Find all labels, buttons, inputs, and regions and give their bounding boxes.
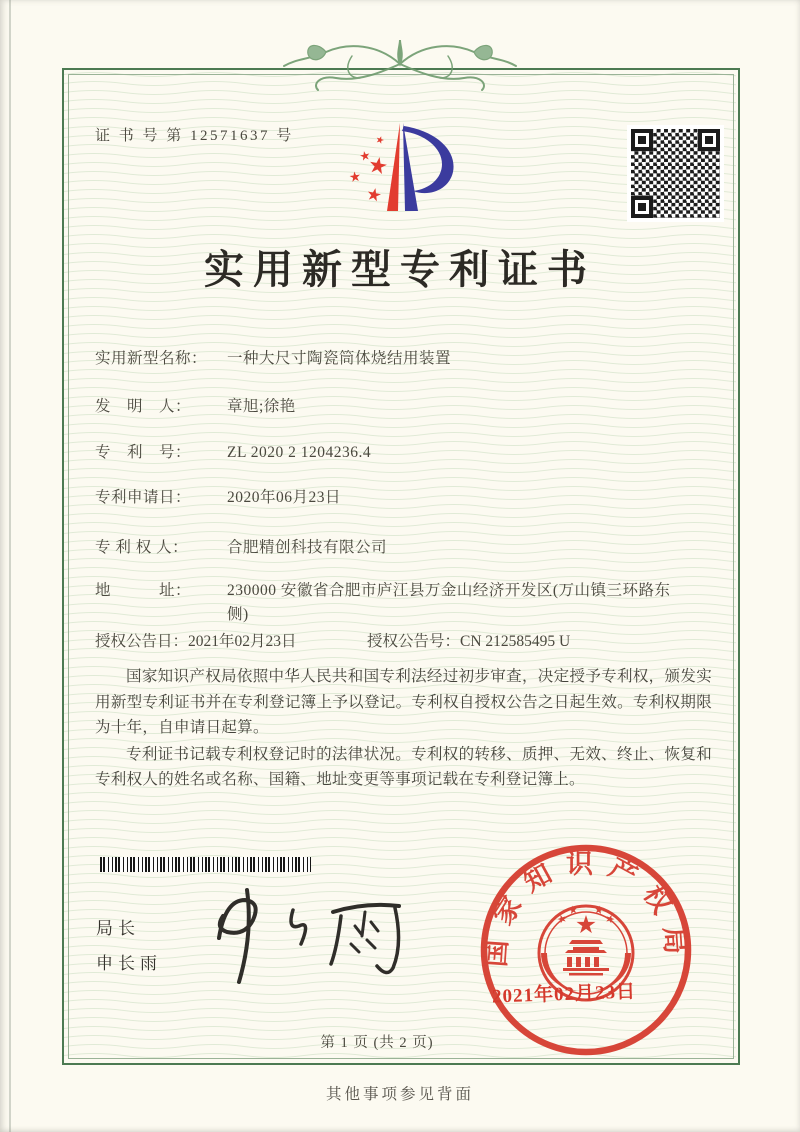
- field-value: ZL 2020 2 1204236.4: [227, 444, 372, 461]
- legal-paragraph-2: 专利证书记载专利权登记时的法律状况。专利权的转移、质押、无效、终止、恢复和专利权人的姓名或名称、国籍、地址变更等事项记载在专利登记簿上。: [95, 745, 712, 788]
- field-row-filing-date: [95, 486, 710, 510]
- certificate-title: 实用新型专利证书: [204, 247, 596, 292]
- page-number: 第 1 页 (共 2 页): [320, 1035, 434, 1051]
- field-label: 实用新型名称：: [95, 350, 208, 367]
- seal-org-text: 国家知识产权局: [480, 849, 692, 968]
- qr-finder-top-right: [698, 129, 720, 151]
- field-row-utility-model-name: [95, 347, 710, 371]
- field-value: 章旭;徐艳: [227, 398, 296, 415]
- field-label: 专 利 权 人：: [95, 539, 189, 556]
- director-name-label: 申长雨: [96, 954, 162, 973]
- director-title-label: 局长: [96, 919, 140, 938]
- director-signature: [205, 876, 420, 991]
- page-edge-line: [9, 0, 11, 1132]
- back-side-note: 其他事项参见背面: [325, 1086, 474, 1103]
- grant-date-value: 2021年02月23日: [188, 633, 297, 650]
- field-value: 230000 安徽省合肥市庐江县万金山经济开发区(万山镇三环路东侧): [227, 582, 671, 624]
- field-row-grant: [95, 629, 710, 651]
- qr-code: [627, 125, 724, 222]
- qr-code-modules: [631, 129, 720, 218]
- barcode: [100, 857, 311, 872]
- legal-paragraph-1: 国家知识产权局依照中华人民共和国专利法经过初步审查，决定授予专利权，颁发实用新型专利证书并在专利登记簿上予以登记。专利权自授权公告之日起生效。专利权期限为十年，自申请日起算。: [95, 668, 712, 736]
- seal-date: 2021年02月23日: [491, 981, 637, 1008]
- field-label: 地 址：: [95, 582, 192, 599]
- field-value: 合肥精创科技有限公司: [227, 539, 388, 556]
- top-scrollwork-ornament: [278, 34, 522, 96]
- field-label: 专 利 号：: [95, 444, 192, 461]
- field-label: 专利申请日：: [95, 489, 192, 506]
- field-value: 2020年06月23日: [227, 489, 342, 506]
- grant-date-label: 授权公告日：: [95, 633, 189, 650]
- qr-finder-bottom-left: [631, 196, 653, 218]
- field-row-address: [95, 579, 710, 627]
- grant-number-value: CN 212585495 U: [460, 633, 571, 650]
- field-row-inventor: [95, 395, 710, 419]
- qr-finder-top-left: [631, 129, 653, 151]
- field-row-patent-number: [95, 441, 710, 465]
- field-label: 发 明 人：: [95, 398, 192, 415]
- cnipa-logo-icon: [335, 106, 485, 231]
- certificate-number: 证 书 号 第 12571637 号: [95, 128, 294, 144]
- legal-text-block: [95, 664, 712, 794]
- field-row-patentee: [95, 536, 710, 560]
- field-value: 一种大尺寸陶瓷筒体烧结用装置: [227, 350, 452, 367]
- grant-number-label: 授权公告号：: [367, 633, 461, 650]
- cnipa-official-seal: [477, 841, 695, 1059]
